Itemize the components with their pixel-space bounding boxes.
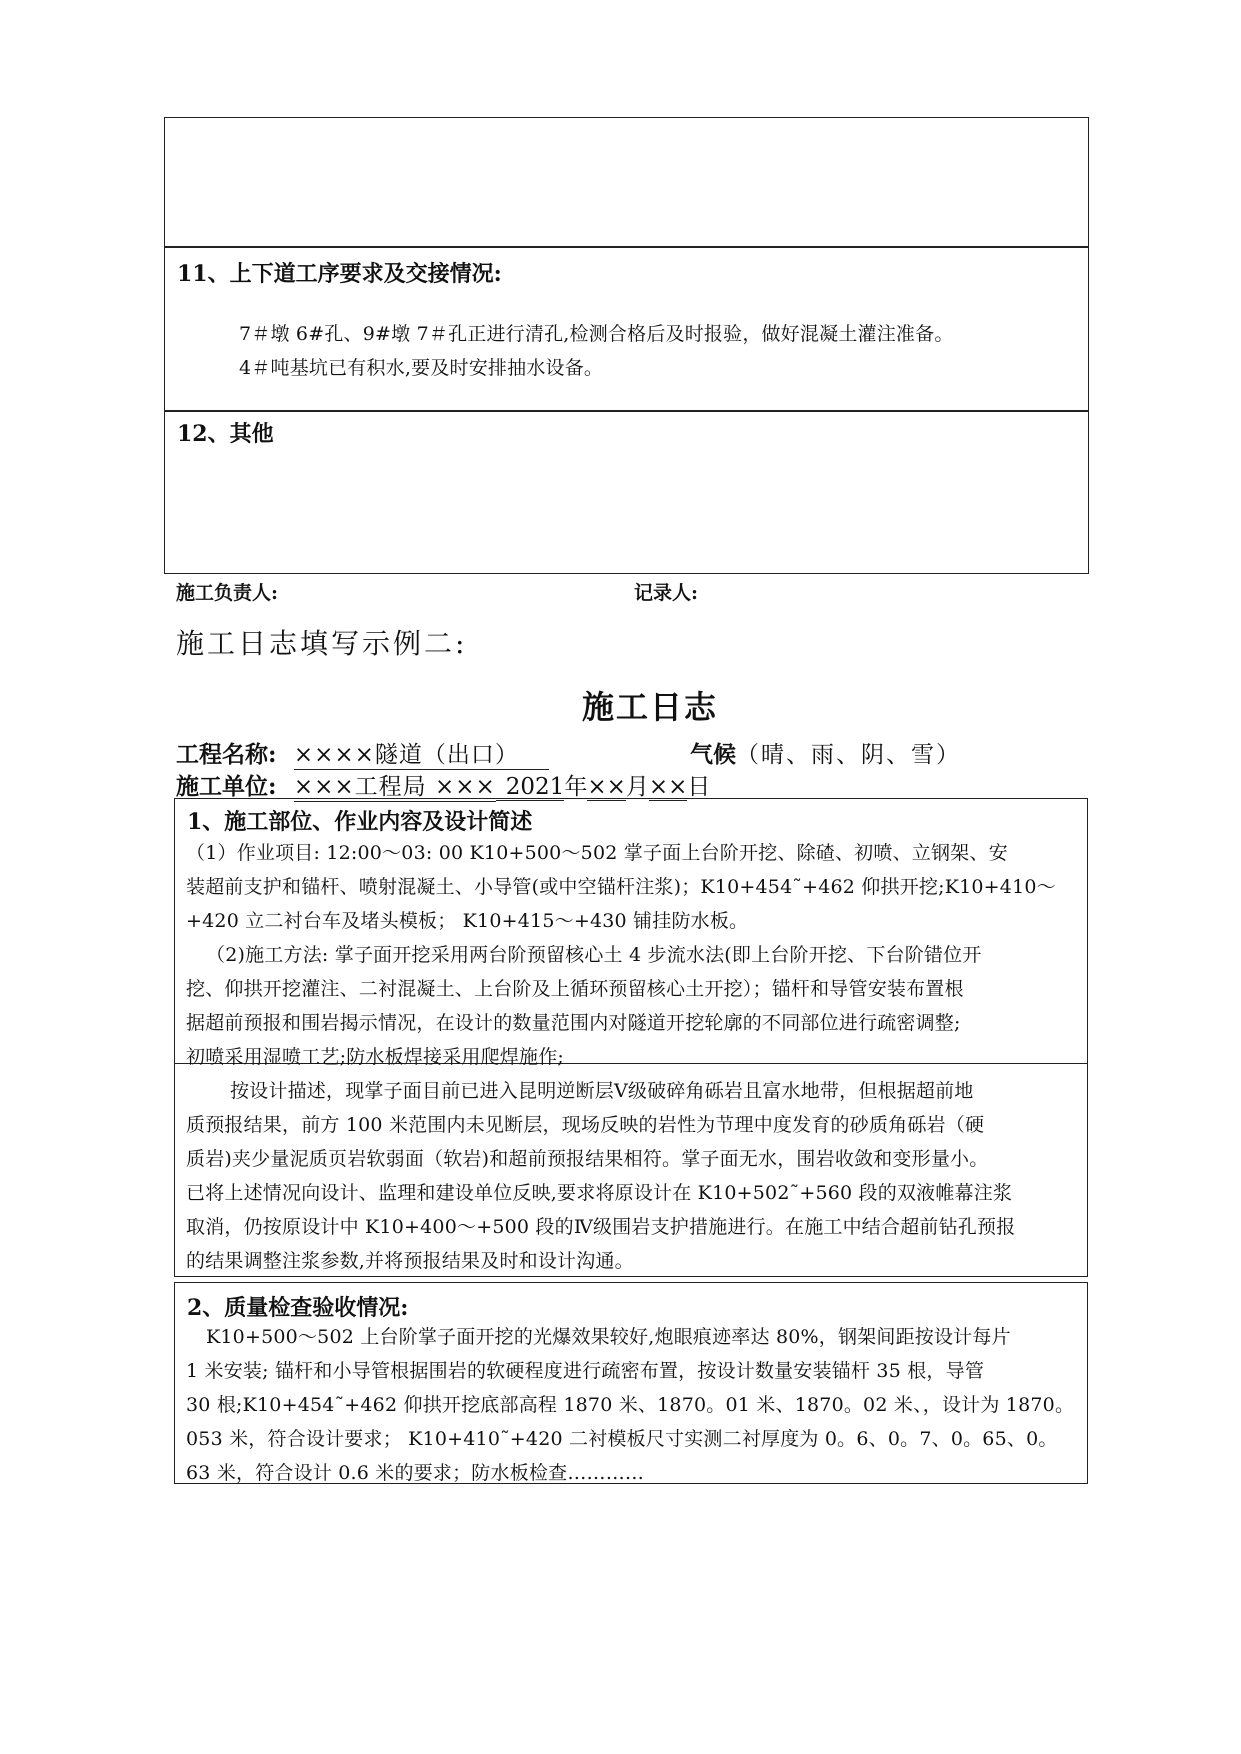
page-title: 施工日志	[582, 688, 719, 726]
paragraph-line: 053 米，符合设计要求； K10+410˜+420 二衬模板尺寸实测二衬厚度为 0。6、0。7、0。65、0。	[186, 1428, 1058, 1450]
paragraph-line: 7＃墩 6#孔、9#墩 7＃孔正进行清孔,检测合格后及时报验，做好混凝土灌注准备。	[239, 323, 954, 345]
paragraph-line: K10+500～502 上台阶掌子面开挖的光爆效果较好,炮眼痕迹率达 80%，钢架间距按设计每片	[206, 1326, 1011, 1348]
paragraph-line: （1）作业项目: 12:00～03: 00 K10+500～502 掌子面上台阶开挖、除碴、初喷、立钢架、安	[186, 842, 1008, 864]
section-heading: 11、上下道工序要求及交接情况:	[177, 261, 502, 287]
day-char: 日	[687, 774, 711, 800]
supervisor-label: 施工负责人:	[176, 582, 279, 604]
year-value: 2021	[496, 774, 565, 801]
paragraph-line: 4＃吨基坑已有积水,要及时安排抽水设备。	[239, 357, 604, 379]
paragraph-line: 质岩)夹少量泥质页岩软弱面（软岩)和超前预报结果相符。掌子面无水，围岩收敛和变形量小。	[186, 1148, 989, 1170]
project-value: ××××隧道（出口）	[294, 736, 549, 770]
day-value: ××	[648, 774, 688, 800]
section-heading: 1、施工部位、作业内容及设计简述	[187, 809, 533, 835]
paragraph-line: 1 米安装; 锚杆和小导管根据围岩的软硬程度进行疏密布置，按设计数量安装锚杆 35 根，导管	[186, 1360, 985, 1382]
year-char: 年	[564, 774, 588, 800]
weather-value: （晴、雨、阴、雪）	[736, 742, 961, 768]
section-heading: 2、质量检查验收情况:	[187, 1295, 409, 1321]
paragraph-line: +420 立二衬台车及堵头模板； K10+415～+430 铺挂防水板。	[186, 910, 749, 932]
log2-section-2	[174, 1282, 1088, 1484]
paragraph-line: 据超前预报和围岩揭示情况，在设计的数量范围内对隧道开挖轮廓的不同部位进行疏密调整;	[186, 1012, 961, 1034]
unit-row	[176, 768, 710, 802]
paragraph-line: 初喷采用湿喷工艺;防水板焊接采用爬焊施作;	[186, 1046, 565, 1068]
paragraph-line: 质预报结果，前方 100 米范围内未见断层，现场反映的岩性为节理中度发育的砂质角砾岩（硬	[186, 1114, 985, 1136]
paragraph-line: 装超前支护和锚杆、喷射混凝土、小导管(或中空锚杆注浆)；K10+454˜+462 仰拱开挖;K10+410～	[186, 876, 1056, 898]
log1-section-11	[164, 246, 1089, 412]
weather-row	[690, 736, 961, 769]
project-label: 工程名称:	[176, 741, 277, 768]
weather-label: 气候	[690, 741, 736, 768]
unit-label: 施工单位:	[176, 773, 277, 800]
log1-blank-top-cell	[164, 117, 1089, 248]
paragraph-line: 已将上述情况向设计、监理和建设单位反映,要求将原设计在 K10+502˜+560 段的双液帷幕注浆	[186, 1182, 1013, 1204]
paragraph-line: 取消，仍按原设计中 K10+400～+500 段的Ⅳ级围岩支护措施进行。在施工中结合超前钻孔预报	[186, 1216, 1016, 1238]
paragraph-line: 的结果调整注浆参数,并将预报结果及时和设计沟通。	[186, 1250, 634, 1272]
paragraph-line: （2)施工方法: 掌子面开挖采用两台阶预留核心土 4 步流水法(即上台阶开挖、下台阶错位开	[206, 944, 982, 966]
paragraph-line: 63 米，符合设计 0.6 米的要求；防水板检查…………	[186, 1462, 645, 1484]
paragraph-line: 30 根;K10+454˜+462 仰拱开挖底部高程 1870 米、1870。01 米、1870。02 米、，设计为 1870。	[186, 1394, 1075, 1416]
section-heading: 12、其他	[177, 421, 274, 447]
log1-section-12	[164, 410, 1089, 574]
unit-value: ×××工程局 ×××	[294, 768, 496, 802]
paragraph-line: 按设计描述，现掌子面目前已进入昆明逆断层Ⅴ级破碎角砾岩且富水地带，但根据超前地	[230, 1080, 974, 1102]
recorder-label: 记录人:	[634, 582, 699, 604]
project-row	[176, 736, 549, 770]
paragraph-line: 挖、仰拱开挖灌注、二衬混凝土、上台阶及上循环预留核心土开挖）；锚杆和导管安装布置根	[186, 978, 964, 1000]
month-value: ××	[587, 774, 626, 800]
example-title: 施工日志填写示例二:	[176, 627, 468, 660]
month-char: 月	[625, 774, 649, 800]
